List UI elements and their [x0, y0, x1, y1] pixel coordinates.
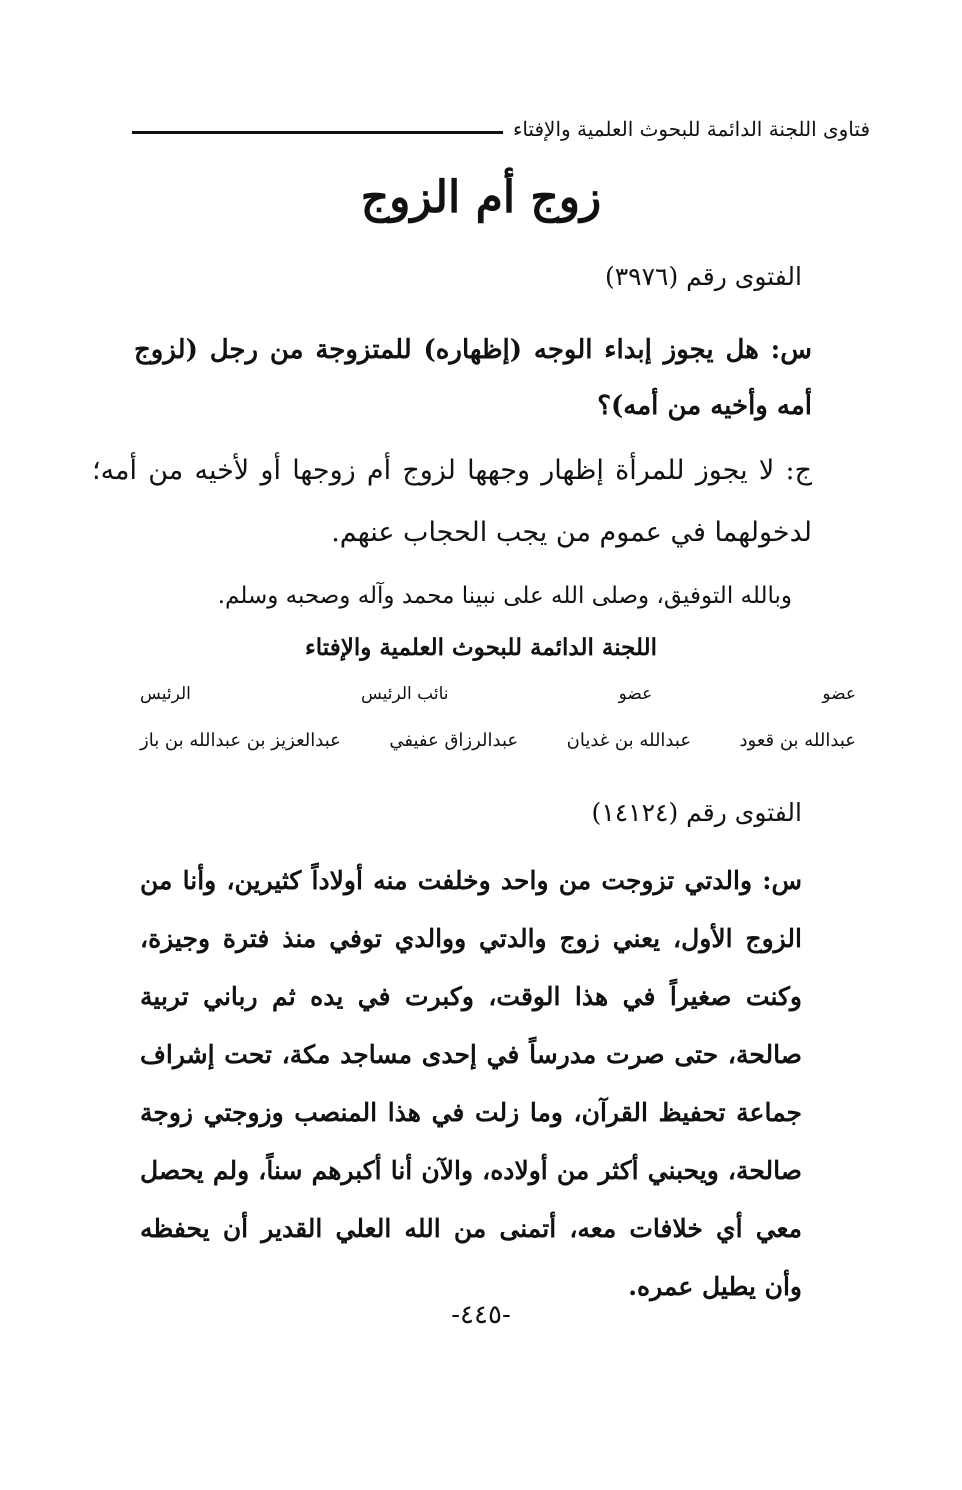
committee-name: اللجنة الدائمة للبحوث العلمية والإفتاء: [304, 634, 658, 661]
running-title: فتاوى اللجنة الدائمة للبحوث العلمية والإفتاء: [512, 117, 870, 141]
signatory-role: الرئيس: [140, 684, 191, 704]
signatory-name: عبدالله بن قعود: [739, 730, 856, 751]
signatory-name: عبدالله بن غديان: [566, 730, 692, 751]
signatory-names: [140, 730, 856, 751]
fatwa-question: س: والدتي تزوجت من واحد وخلفت منه أولاداً كثيرين، وأنا من الزوج الأول، يعني زوج والدتي ووالدي توفي منذ فترة وجيزة، وكنت صغيراً في هذا الوقت، وكبرت في يده ثم رباني تربية صالحة، حتى صرت مدرساً في إحدى مساجد مكة، تحت إشراف جماعة تحفيظ القرآن، وما زلت في هذا المنصب وزوجتي زوجة صالحة، ويحبني أكثر من أولاده، والآن أنا أكبرهم سناً، ولم يحصل معي أي خلافات معه، أتمنى من الله العلي القدير أن يحفظه وأن يطيل عمره.: [140, 866, 802, 1301]
header-rule: [132, 131, 503, 134]
fatwa-number: الفتوى رقم (٣٩٧٦): [604, 262, 802, 291]
fatwa-question: س: هل يجوز إبداء الوجه (إظهاره) للمتزوجة من رجل (لزوج أمه وأخيه من أمه)؟: [134, 335, 812, 421]
signatory-role: عضو: [618, 684, 653, 704]
page-number: -٤٤٥-: [451, 1300, 511, 1330]
signatory-roles: [140, 684, 856, 704]
signatory-role: نائب الرئيس: [360, 684, 449, 704]
fatwa-number: الفتوى رقم (١٤١٢٤): [591, 798, 802, 827]
signatory-name: عبدالرزاق عفيفي: [389, 730, 519, 751]
closing-formula: وبالله التوفيق، وصلى الله على نبينا محمد وآله وصحبه وسلم.: [217, 583, 792, 609]
fatwa-answer: ج: لا يجوز للمرأة إظهار وجهها لزوج أم زوجها أو لأخيه من أمه؛ لدخولهما في عموم من يجب الحجاب عنهم.: [92, 455, 812, 548]
signatory-role: عضو: [822, 684, 856, 704]
section-title: زوج أم الزوج: [360, 172, 602, 223]
running-header: [132, 112, 870, 146]
signatory-name: عبدالعزيز بن عبدالله بن باز: [140, 730, 341, 751]
